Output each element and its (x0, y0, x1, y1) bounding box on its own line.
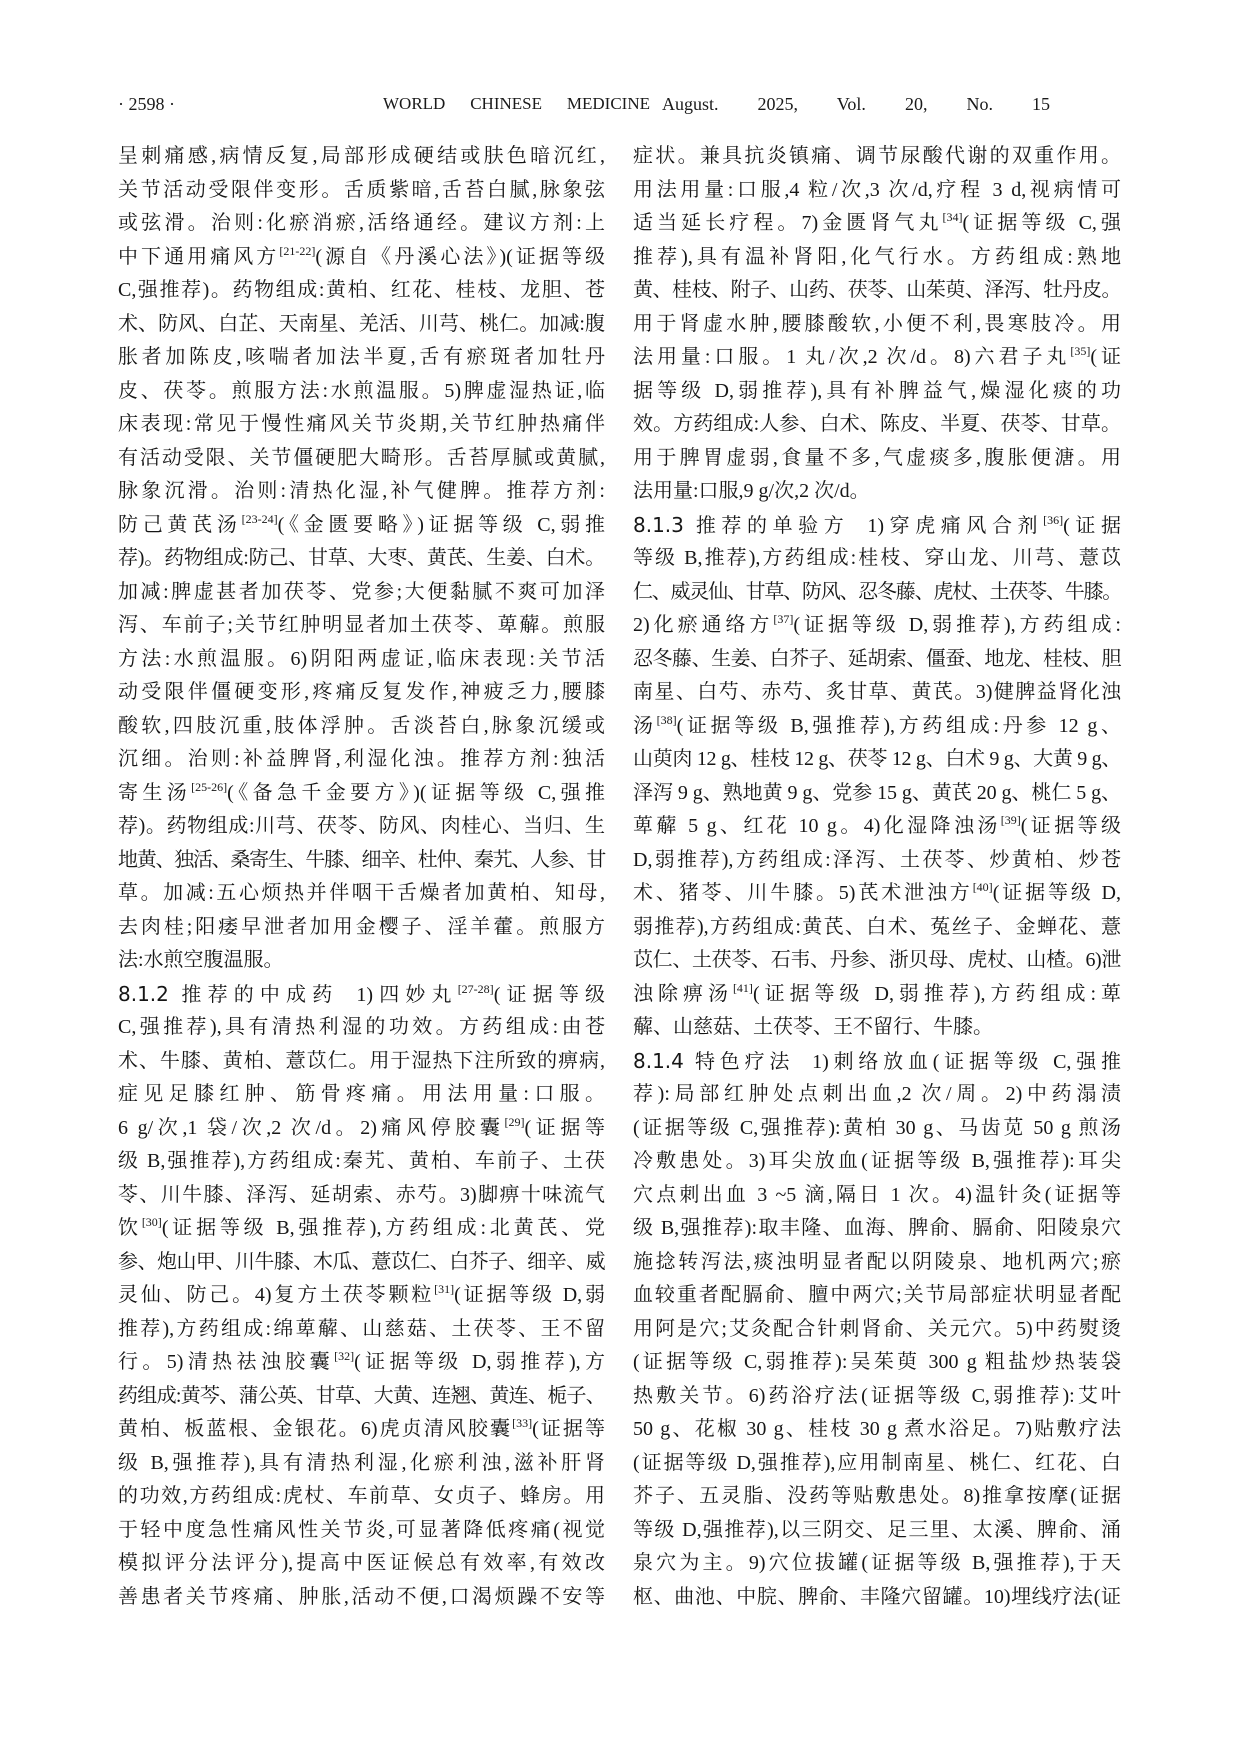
text-run: 汤 (633, 714, 657, 737)
text-line (118, 978, 605, 1012)
text-run: 浊除痹汤 (633, 982, 733, 1005)
text-run: (证据等级 (493, 983, 605, 1006)
text-run: 弱推荐),方药组成:黄芪、白术、菟丝子、金蝉花、薏 (633, 915, 1121, 938)
text-line (118, 1313, 605, 1347)
text-line (118, 810, 605, 844)
citation-ref: [38] (656, 712, 677, 727)
text-run: (《备急千金要方》)(证据等级 C,强推 (227, 781, 605, 804)
text-run: (证据等级 C,强 (962, 212, 1121, 234)
text-run: 50 g、花椒 30 g、桂枝 30 g 煮水浴足。7)贴敷疗法 (633, 1418, 1121, 1440)
text-line (633, 308, 1121, 342)
text-run: 血较重者配膈俞、膻中两穴;关节局部症状明显者配 (633, 1284, 1121, 1306)
citation-ref: [39] (1000, 813, 1021, 827)
text-run: 黄柏、板蓝根、金银花。6)虎贞清风胶囊 (118, 1418, 513, 1440)
text-line (118, 1346, 605, 1380)
text-line (633, 408, 1121, 442)
text-line (118, 911, 605, 945)
text-line (118, 1480, 605, 1514)
text-line (633, 1547, 1121, 1581)
text-line (633, 1447, 1121, 1481)
text-run: 有活动受限、关节僵硬肥大畸形。舌苔厚腻或黄腻, (118, 446, 605, 469)
text-run: 参、炮山甲、川牛膝、木瓜、薏苡仁、白芥子、细辛、威 (118, 1250, 605, 1273)
citation-ref: [32] (334, 1349, 355, 1363)
text-run: 动受限伴僵硬变形,疼痛反复发作,神疲乏力,腰膝 (118, 681, 605, 703)
text-line (633, 1078, 1121, 1112)
text-line (118, 442, 605, 476)
text-run: 草。加减:五心烦热并伴咽干舌燥者加黄柏、知母, (118, 882, 605, 904)
text-line (118, 844, 605, 878)
citation-ref: [37] (773, 612, 794, 626)
text-run: 药组成:黄芩、蒲公英、甘草、大黄、连翘、黄连、栀子、 (118, 1384, 605, 1407)
text-run: 山萸肉 12 g、桂枝 12 g、茯苓 12 g、白术 9 g、大黄 9 g、 (633, 748, 1121, 770)
text-line (118, 1581, 605, 1615)
text-run: 等级 D,强推荐),以三阴交、足三里、太溪、脾俞、涌 (633, 1518, 1121, 1541)
journal-name: WORLD CHINESE MEDICINE (383, 94, 650, 113)
text-line (633, 643, 1121, 677)
text-line (633, 1514, 1121, 1548)
text-line (633, 877, 1121, 911)
text-run: 级 B,强推荐),具有清热利湿,化瘀利浊,滋补肝肾 (118, 1451, 605, 1474)
text-run: 症见足膝红肿、筋骨疼痛。用法用量:口服。 (118, 1083, 605, 1105)
page-number: · 2598 · (118, 94, 175, 114)
text-line (118, 1078, 605, 1112)
text-line (633, 1380, 1121, 1414)
text-run: (证据等级 B,强推荐),方药组成:丹参 12 g、 (676, 714, 1121, 737)
text-line (633, 174, 1121, 208)
text-run: (证据等级 (1020, 815, 1121, 837)
text-line (118, 710, 605, 744)
text-line (633, 1212, 1121, 1246)
text-run: 症状。兼具抗炎镇痛、调节尿酸代谢的双重作用。 (633, 145, 1121, 167)
text-line (633, 1246, 1121, 1280)
issue-info: August. 2025, Vol. 20, No. 15 (662, 94, 1050, 114)
text-run: (证据等级 C,强推荐):黄柏 30 g、马齿苋 50 g 煎汤 (633, 1116, 1121, 1139)
section-heading: 8.1.3 推荐的单验方 (633, 512, 850, 537)
text-line (633, 944, 1121, 978)
text-run: 穴点刺出血 3 ~5 滴,隔日 1 次。4)温针灸(证据等 (633, 1183, 1121, 1206)
text-run: D,弱推荐),方药组成:泽泻、土茯苓、炒黄柏、炒苍 (633, 848, 1121, 871)
text-run: 中下通用痛风方 (118, 245, 280, 268)
text-line (633, 542, 1121, 576)
text-line (118, 174, 605, 208)
text-run: 荐)。药物组成:防己、甘草、大枣、黄芪、生姜、白术。 (118, 547, 605, 569)
text-run: 泽泻 9 g、熟地黄 9 g、党参 15 g、黄芪 20 g、桃仁 5 g、 (633, 781, 1121, 804)
text-line (633, 911, 1121, 945)
text-run: C,强推荐)。药物组成:黄柏、红花、桂枝、龙胆、苍 (118, 279, 605, 301)
text-run: 适当延长疗程。7)金匮肾气丸 (633, 212, 943, 234)
text-line (633, 1045, 1121, 1079)
text-line (633, 1413, 1121, 1447)
text-run: (证据等级 D,强推荐),应用制南星、桃仁、红花、白 (633, 1451, 1121, 1474)
text-line (118, 1547, 605, 1581)
text-line (118, 609, 605, 643)
text-line (118, 576, 605, 610)
text-run: 黄、桂枝、附子、山药、茯苓、山茱萸、泽泻、牡丹皮。 (633, 279, 1121, 301)
text-run: 6 g/次,1 袋/次,2 次/d。2)痛风停胶囊 (118, 1116, 505, 1139)
text-run: 泻、车前子;关节红肿明显者加土茯苓、萆薢。煎服 (118, 614, 605, 636)
left-text-column (118, 140, 605, 1614)
text-run: (证据等级 B,强推荐),方药组成:北黄芪、党 (161, 1217, 606, 1239)
section-heading: 8.1.2 推荐的中成药 (118, 981, 339, 1006)
text-run: 苓、川牛膝、泽泻、延胡索、赤芍。3)脚痹十味流气 (118, 1183, 605, 1206)
text-line (633, 274, 1121, 308)
text-run: (证据等 (532, 1418, 605, 1440)
text-run: 模拟评分法评分),提高中医证候总有效率,有效改 (118, 1552, 605, 1574)
text-run: 关节活动受限伴变形。舌质紫暗,舌苔白腻,脉象弦 (118, 178, 605, 201)
text-run: (证据等级 D,弱推荐),方药组成: (793, 614, 1121, 636)
text-run: 去肉桂;阳痿早泄者加用金樱子、淫羊藿。煎服方 (118, 915, 605, 938)
text-line (118, 408, 605, 442)
text-run: 效。方药组成:人参、白术、陈皮、半夏、茯苓、甘草。 (633, 413, 1121, 435)
text-line (633, 676, 1121, 710)
text-line (118, 1112, 605, 1146)
text-run: 寄生汤 (118, 781, 192, 804)
text-run: 法:水煎空腹温服。 (118, 949, 284, 971)
text-line (633, 1313, 1121, 1347)
text-line (118, 140, 605, 174)
text-line (118, 341, 605, 375)
text-run: 术、猪苓、川牛膝。5)芪术泄浊方 (633, 882, 973, 904)
text-run: 南星、白芍、赤芍、炙甘草、黄芪。3)健脾益肾化浊 (633, 681, 1121, 703)
text-line (118, 676, 605, 710)
text-run: (证据等级 D,弱推荐),方 (354, 1351, 606, 1373)
text-run: (证据等级 D,弱推荐),方药组成:萆 (752, 982, 1121, 1005)
text-line (118, 1246, 605, 1280)
text-run: 术、防风、白芷、天南星、羌活、川芎、桃仁。加减:腹 (118, 312, 605, 335)
text-line (118, 274, 605, 308)
text-run: 法用量:口服,9 g/次,2 次/d。 (633, 480, 870, 502)
text-line (118, 542, 605, 576)
citation-ref: [23-24] (241, 511, 278, 526)
text-line (633, 241, 1121, 275)
text-run: 泉穴为主。9)穴位拔罐(证据等级 B,强推荐),于天 (633, 1552, 1121, 1574)
text-run: (证据等级 D,弱 (454, 1284, 605, 1306)
text-run: 2)化瘀通络方 (633, 614, 774, 636)
text-run: C,强推荐),具有清热利湿的功效。方药组成:由苍 (118, 1016, 605, 1038)
text-line (118, 509, 605, 543)
text-line (633, 1581, 1121, 1615)
citation-ref: [35] (1070, 344, 1091, 358)
text-run: 用于脾胃虚弱,食量不多,气虚痰多,腹胀便溏。用 (633, 446, 1121, 469)
text-run: 胀者加陈皮,咳喘者加法半夏,舌有瘀斑者加牡丹 (118, 346, 605, 368)
text-line (633, 1279, 1121, 1313)
text-line (633, 442, 1121, 476)
text-line (118, 241, 605, 275)
text-run: 术、牛膝、黄柏、薏苡仁。用于湿热下注所致的痹病, (118, 1049, 605, 1072)
text-line (633, 1346, 1121, 1380)
text-line (118, 877, 605, 911)
citation-ref: [41] (732, 980, 753, 995)
text-run: 床表现:常见于慢性痛风关节炎期,关节红肿热痛伴 (118, 413, 605, 435)
citation-ref: [33] (512, 1416, 533, 1430)
text-line (118, 1045, 605, 1079)
text-run: 1)穿虎痛风合剂 (867, 514, 1044, 537)
text-run: 推荐),具有温补肾阳,化气行水。方药组成:熟地 (633, 245, 1121, 268)
text-run: 荐)。药物组成:川芎、茯苓、防风、肉桂心、当归、生 (118, 815, 605, 837)
text-line (118, 1212, 605, 1246)
text-run: 冷敷患处。3)耳尖放血(证据等级 B,强推荐):耳尖 (633, 1150, 1121, 1172)
citation-ref: [27-28] (457, 981, 494, 996)
text-line (633, 609, 1121, 643)
text-run: 善患者关节疼痛、肿胀,活动不便,口渴烦躁不安等 (118, 1585, 605, 1608)
text-line (118, 475, 605, 509)
text-run: 用阿是穴;艾灸配合针刺肾俞、关元穴。5)中药熨烫 (633, 1317, 1121, 1340)
text-run: 1)四妙丸 (356, 983, 458, 1006)
text-line (118, 1514, 605, 1548)
text-run: 沉细。治则:补益脾肾,利湿化浊。推荐方剂:独活 (118, 748, 605, 770)
citation-ref: [36] (1043, 512, 1064, 527)
text-line (633, 844, 1121, 878)
text-run: (证据等 (524, 1116, 605, 1139)
citation-ref: [31] (434, 1282, 455, 1296)
right-text-column (633, 140, 1121, 1614)
text-run: 酸软,四肢沉重,肢体浮肿。舌淡苔白,脉象沉缓或 (118, 714, 605, 737)
text-line (633, 1179, 1121, 1213)
text-line (118, 375, 605, 409)
text-run: 级 B,强推荐),方药组成:秦艽、黄柏、车前子、土茯 (118, 1150, 605, 1172)
text-run: 枢、曲池、中脘、脾俞、丰隆穴留罐。10)埋线疗法(证 (633, 1585, 1121, 1608)
text-run: 芥子、五灵脂、没药等贴敷患处。8)推拿按摩(证据 (633, 1485, 1121, 1507)
text-run: (证据 (1063, 514, 1121, 537)
citation-ref: [21-22] (279, 243, 316, 258)
text-run: 防己黄芪汤 (118, 513, 242, 536)
text-line (633, 1145, 1121, 1179)
text-line (633, 509, 1121, 543)
section-heading: 8.1.4 特色疗法 (633, 1048, 795, 1073)
citation-ref: [30] (141, 1215, 162, 1229)
text-line (633, 1112, 1121, 1146)
text-line (633, 777, 1121, 811)
text-line (118, 1380, 605, 1414)
text-line (633, 978, 1121, 1012)
text-line (118, 1447, 605, 1481)
text-run: 或弦滑。治则:化瘀消瘀,活络通经。建议方剂:上 (118, 212, 605, 234)
text-run: 用于肾虚水肿,腰膝酸软,小便不利,畏寒肢冷。用 (633, 312, 1121, 335)
text-run: 皮、茯苓。煎服方法:水煎温服。5)脾虚湿热证,临 (118, 379, 605, 402)
citation-ref: [40] (972, 880, 993, 894)
text-line (118, 1279, 605, 1313)
text-line (633, 743, 1121, 777)
citation-ref: [29] (504, 1114, 525, 1129)
text-line (633, 1011, 1121, 1045)
text-line (118, 743, 605, 777)
text-run: 忍冬藤、生姜、白芥子、延胡索、僵蚕、地龙、桂枝、胆 (633, 647, 1121, 670)
text-run: 薢、山慈菇、土茯苓、王不留行、牛膝。 (633, 1016, 993, 1038)
text-run: 仁、威灵仙、甘草、防风、忍冬藤、虎杖、土茯苓、牛膝。 (633, 580, 1121, 603)
text-run: 1)刺络放血(证据等级 C,强推 (812, 1050, 1121, 1073)
text-run: 地黄、独活、桑寄生、牛膝、细辛、杜仲、秦艽、人参、甘 (118, 848, 605, 871)
text-run: 推荐),方药组成:绵萆薢、山慈菇、土茯苓、王不留 (118, 1317, 605, 1340)
citation-ref: [25-26] (191, 779, 228, 794)
text-run: 据等级 D,弱推荐),具有补脾益气,燥湿化痰的功 (633, 379, 1121, 402)
text-run: 呈刺痛感,病情反复,局部形成硬结或肤色暗沉红, (118, 145, 605, 167)
text-line (633, 710, 1121, 744)
text-run: 用法用量:口服,4 粒/次,3 次/d,疗程 3 d,视病情可 (633, 178, 1121, 201)
text-run: 加减:脾虚甚者加茯苓、党参;大便黏腻不爽可加泽 (118, 580, 605, 603)
text-run: (证据等级 D, (992, 882, 1121, 904)
text-line (633, 475, 1121, 509)
text-run: (《金匮要略》)证据等级 C,弱推 (277, 513, 605, 536)
text-run: (证 (1090, 346, 1121, 368)
text-run: 施捻转泻法,痰浊明显者配以阴陵泉、地机两穴;瘀 (633, 1250, 1121, 1273)
text-line (633, 375, 1121, 409)
text-line (118, 207, 605, 241)
text-run: 级 B,强推荐):取丰隆、血海、脾俞、膈俞、阳陵泉穴 (633, 1217, 1121, 1239)
text-line (633, 140, 1121, 174)
text-run: 脉象沉滑。治则:清热化湿,补气健脾。推荐方剂: (118, 480, 605, 502)
text-line (118, 777, 605, 811)
text-run: 等级 B,推荐),方药组成:桂枝、穿山龙、川芎、薏苡 (633, 547, 1121, 569)
text-line (633, 1480, 1121, 1514)
text-line (633, 576, 1121, 610)
text-run: 饮 (118, 1217, 142, 1239)
text-line (118, 643, 605, 677)
text-run: 方法:水煎温服。6)阴阳两虚证,临床表现:关节活 (118, 647, 605, 670)
text-line (118, 308, 605, 342)
text-line (118, 1011, 605, 1045)
text-run: 灵仙、防己。4)复方土茯苓颗粒 (118, 1284, 435, 1306)
text-run: 荐):局部红肿处点刺出血,2 次/周。2)中药溻渍 (633, 1083, 1121, 1105)
text-run: (证据等级 C,弱推荐):吴茱萸 300 g 粗盐炒热装袋 (633, 1351, 1121, 1373)
text-run: 的功效,方药组成:虎杖、车前草、女贞子、蜂房。用 (118, 1485, 605, 1507)
text-run: 行。5)清热祛浊胶囊 (118, 1351, 335, 1373)
text-line (118, 1179, 605, 1213)
text-run: (源自《丹溪心法》)(证据等级 (315, 245, 605, 268)
text-line (118, 1413, 605, 1447)
text-run: 法用量:口服。1 丸/次,2 次/d。8)六君子丸 (633, 346, 1071, 368)
text-line (118, 1145, 605, 1179)
text-line (118, 944, 605, 978)
text-run: 热敷关节。6)药浴疗法(证据等级 C,弱推荐):艾叶 (633, 1384, 1121, 1407)
text-run: 萆薢 5 g、红花 10 g。4)化湿降浊汤 (633, 815, 1001, 837)
text-line (633, 341, 1121, 375)
text-line (633, 207, 1121, 241)
text-line (633, 810, 1121, 844)
text-run: 苡仁、土茯苓、石韦、丹参、浙贝母、虎杖、山楂。6)泄 (633, 949, 1121, 971)
citation-ref: [34] (942, 210, 963, 224)
text-run: 于轻中度急性痛风性关节炎,可显著降低疼痛(视觉 (118, 1518, 605, 1541)
